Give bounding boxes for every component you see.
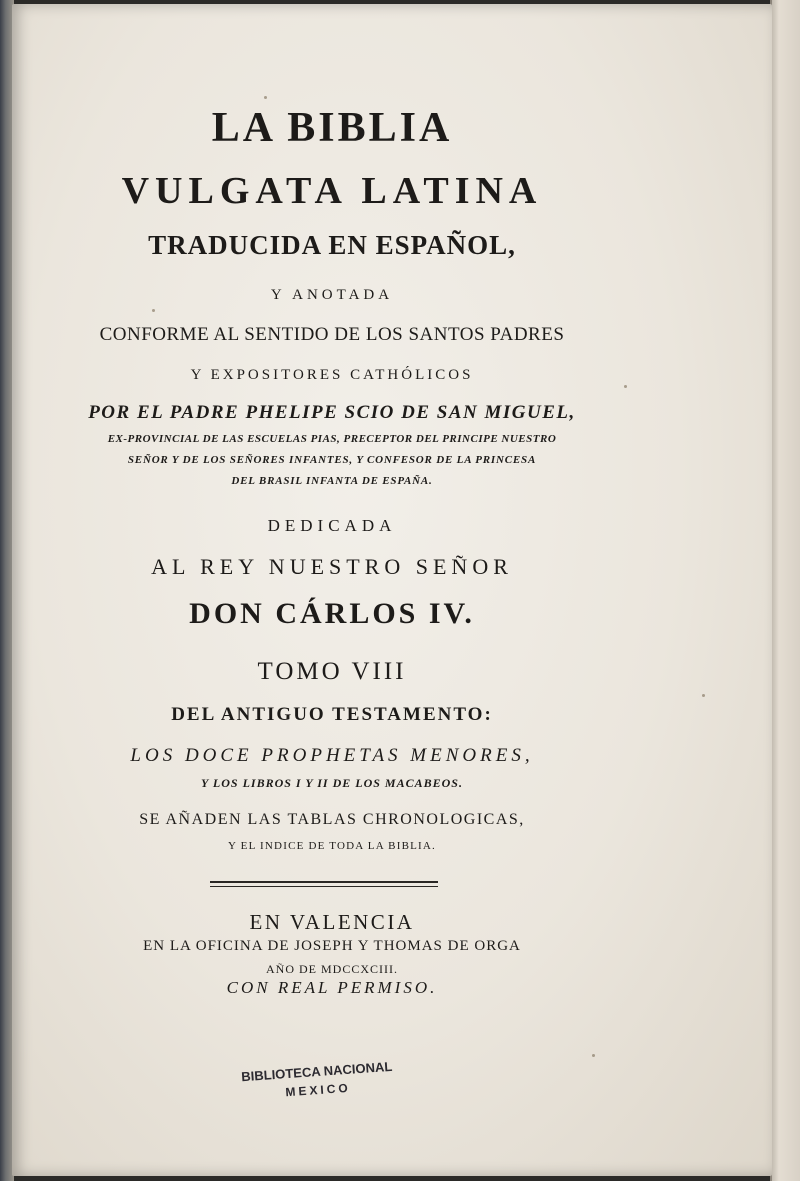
double-rule-divider xyxy=(210,881,438,887)
foxing-speck xyxy=(152,309,155,312)
foxing-speck xyxy=(592,1054,595,1057)
dedication-king: AL REY NUESTRO SEÑOR xyxy=(151,554,513,579)
imprint-printer: EN LA OFICINA DE JOSEPH Y THOMAS DE ORGA xyxy=(143,938,521,954)
conforme-line: CONFORME AL SENTIDO DE LOS SANTOS PADRES xyxy=(99,324,565,345)
maccabees-line: Y LOS LIBROS I Y II DE LOS MACABEOS. xyxy=(201,776,463,790)
annotated-line: Y ANOTADA xyxy=(270,287,394,303)
title-line-2: VULGATA LATINA xyxy=(121,170,543,212)
author-description-3: DEL BRASIL INFANTA DE ESPAÑA. xyxy=(231,475,433,487)
foxing-speck xyxy=(624,385,627,388)
foxing-speck xyxy=(264,96,267,99)
author-line: POR EL PADRE PHELIPE SCIO DE SAN MIGUEL, xyxy=(88,402,576,423)
tables-line: SE AÑADEN LAS TABLAS CHRONOLOGICAS, xyxy=(139,811,525,828)
volume-number: TOMO VIII xyxy=(257,658,407,685)
title-page-content xyxy=(12,4,772,1176)
title-line-1: LA BIBLIA xyxy=(211,105,453,151)
stamp-line-1: BIBLIOTECA NACIONAL xyxy=(240,1058,393,1085)
page-edges xyxy=(770,0,800,1181)
library-stamp xyxy=(236,1058,399,1119)
testament-line: DEL ANTIGUO TESTAMENTO: xyxy=(171,704,493,725)
title-line-3: TRADUCIDA EN ESPAÑOL, xyxy=(148,230,516,260)
author-description-1: EX-PROVINCIAL DE LAS ESCUELAS PIAS, PRECEPTOR DEL PRINCIPE NUESTRO xyxy=(107,433,557,445)
title-page xyxy=(12,4,772,1176)
dedication-label: DEDICADA xyxy=(267,516,397,535)
imprint-city: EN VALENCIA xyxy=(249,910,415,934)
dedication-name: DON CÁRLOS IV. xyxy=(189,597,475,630)
prophets-line: LOS DOCE PROPHETAS MENORES, xyxy=(130,745,534,766)
foxing-speck xyxy=(702,694,705,697)
imprint-permission: CON REAL PERMISO. xyxy=(226,978,438,997)
author-description-2: SEÑOR Y DE LOS SEÑORES INFANTES, Y CONFESOR DE LA PRINCESA xyxy=(127,454,537,466)
imprint-year: AÑO DE MDCCXCIII. xyxy=(266,962,398,976)
stamp-line-2: MEXICO xyxy=(284,1080,352,1100)
expositores-line: Y EXPOSITORES CATHÓLICOS xyxy=(190,367,474,383)
index-line: Y EL INDICE DE TODA LA BIBLIA. xyxy=(227,840,436,852)
